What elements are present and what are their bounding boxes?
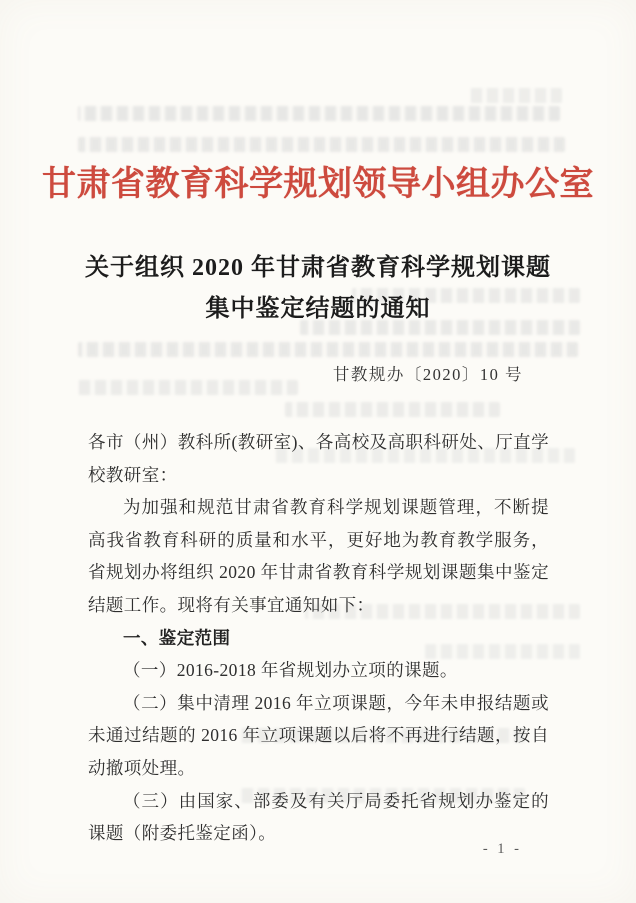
document-title: [50, 248, 586, 330]
list-item-1: （一）2016-2018 年省规划办立项的课题。: [123, 660, 458, 681]
title-line-2: 集中鉴定结题的通知: [205, 296, 431, 322]
title-line-1: 关于组织 2020 年甘肃省教育科学规划课题: [85, 255, 551, 281]
doc-reference-number: 甘教规办〔2020〕10 号: [332, 365, 523, 384]
intro-paragraph: 为加强和规范甘肃省教育科学规划课题管理，不断提高我省教育科研的质量和水平，更好地为教育教学服务，省规划办将组织 2020 年甘肃省教育科学规划课题集中鉴定结题工作。现将有关事宜通知如下：: [88, 497, 549, 615]
bleedthrough-artifact: [78, 106, 560, 121]
bleedthrough-artifact: [78, 137, 565, 152]
letterhead-title: 甘肃省教育科学规划领导小组办公室: [42, 166, 594, 203]
bleedthrough-artifact: [78, 380, 298, 395]
list-item-3: （三）由国家、部委及有关厅局委托省规划办鉴定的课题（附委托鉴定函）。: [88, 790, 549, 844]
bleedthrough-artifact: [285, 402, 500, 417]
list-item-2: （二）集中清理 2016 年立项课题，今年未申报结题或未通过结题的 2016 年立项课题以后将不再进行结题，按自动撤项处理。: [88, 692, 549, 778]
salutation: 各市（州）教科所(教研室)、各高校及高职科研处、厅直学校教研室：: [88, 432, 549, 485]
document-body: [88, 426, 549, 850]
bleedthrough-artifact: [78, 342, 578, 357]
section-heading: 一、鉴定范围: [123, 627, 231, 648]
page-number: - 1 -: [482, 841, 522, 857]
bleedthrough-artifact: [470, 88, 562, 103]
